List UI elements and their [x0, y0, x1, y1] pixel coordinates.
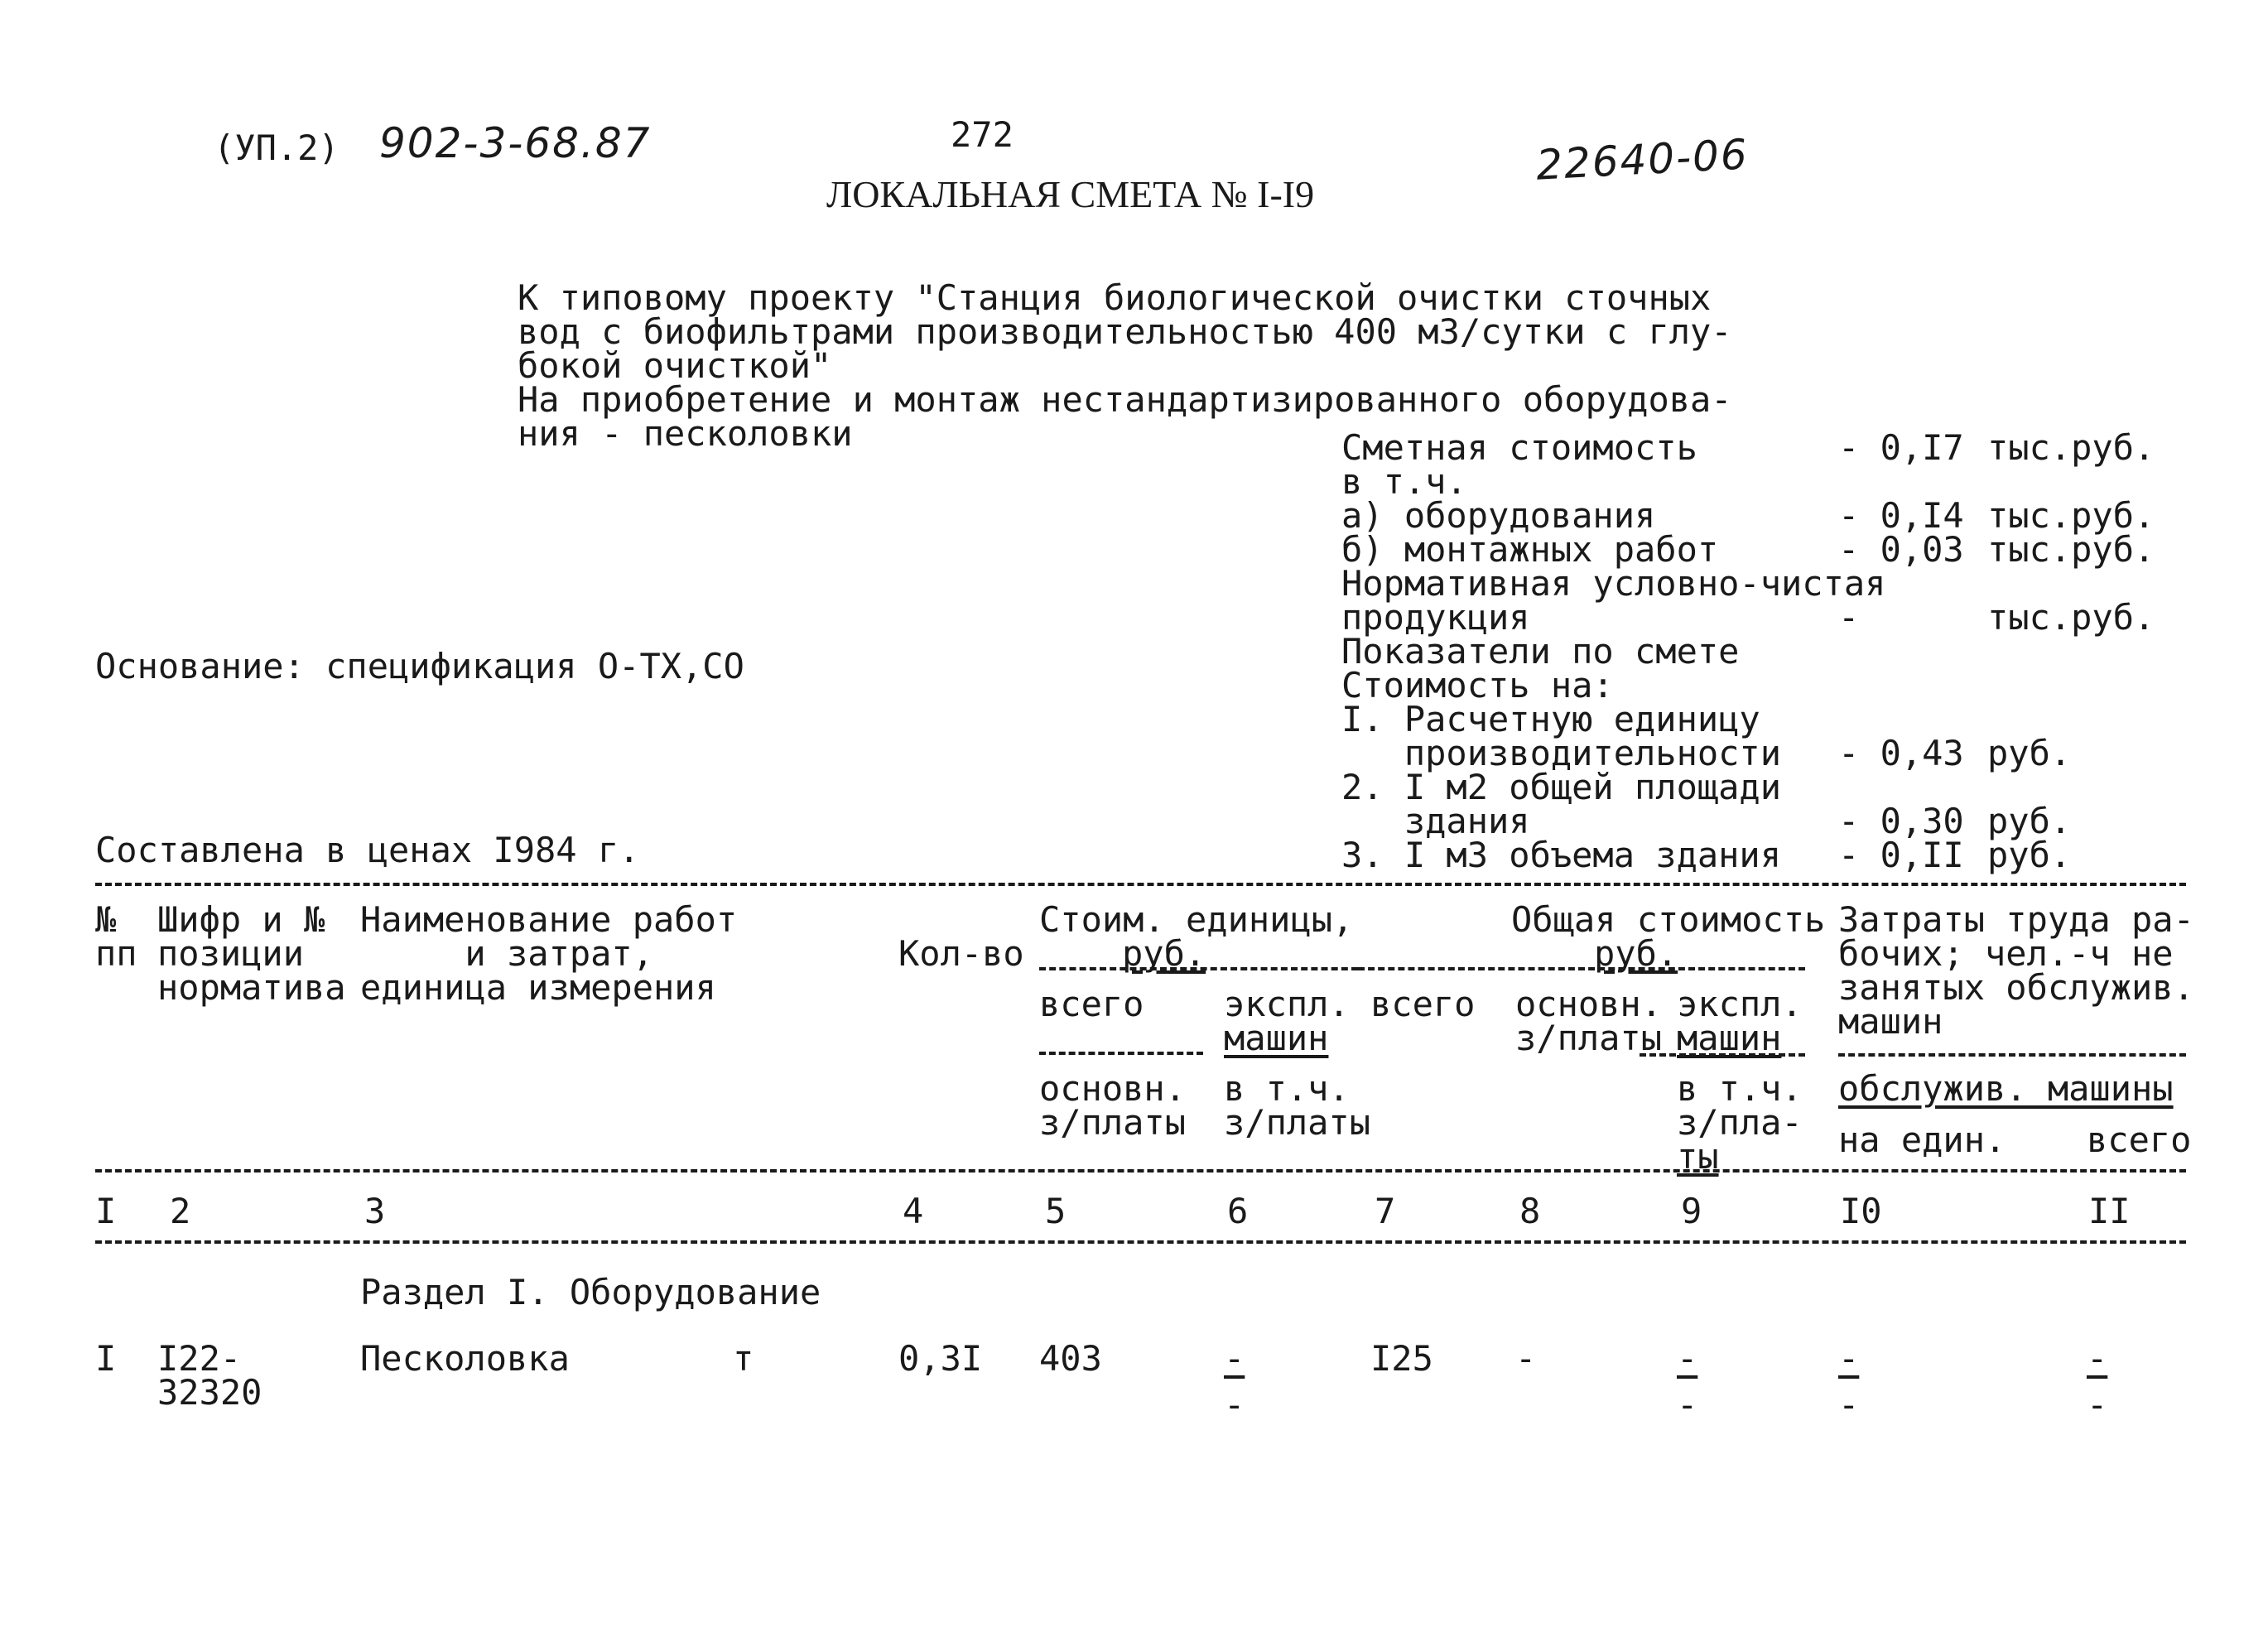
- summary-unit: тыс.руб.: [1987, 495, 2155, 536]
- cost-summary: [1341, 427, 2252, 878]
- sheet-ref: (УП.2): [214, 128, 339, 168]
- summary-row: [1341, 461, 2252, 502]
- summary-row: [1341, 597, 2252, 638]
- summary-label: Нормативная условно-чистая: [1341, 563, 1886, 604]
- page-number: 272: [951, 114, 1014, 155]
- column-number: 9: [1681, 1191, 1702, 1231]
- header-labor: Затраты труда ра- бочих; чел.-ч не занятых обслужив. машин: [1838, 899, 2194, 1042]
- summary-label: Стоимость на:: [1341, 665, 1614, 705]
- header-quantity: Кол-во: [898, 933, 1024, 974]
- row-c10: -: [1838, 1338, 1860, 1379]
- header-row-number: № пп: [95, 899, 137, 974]
- row-c10-sub: -: [1838, 1384, 1860, 1425]
- row-quantity: 0,3I: [898, 1338, 983, 1379]
- column-number: 4: [903, 1191, 924, 1231]
- summary-row: [1341, 835, 2252, 875]
- summary-unit: руб.: [1987, 801, 2072, 841]
- summary-row: [1341, 733, 2252, 773]
- summary-label: продукция: [1341, 597, 1530, 638]
- summary-value: - 0,I7: [1838, 427, 1964, 468]
- column-number: 7: [1375, 1191, 1396, 1231]
- summary-label: б) монтажных работ: [1341, 529, 1719, 570]
- summary-unit: тыс.руб.: [1987, 597, 2155, 638]
- header-total-cost-rub: руб.: [1594, 933, 1678, 974]
- description-line: бокой очисткой": [518, 345, 832, 386]
- total-cost-rule-left: [1358, 967, 1805, 970]
- header-code: Шифр и № позиции норматива: [157, 899, 346, 1008]
- summary-unit: руб.: [1987, 733, 2072, 773]
- summary-unit: руб.: [1987, 835, 2072, 875]
- row-code: I22- 32320: [157, 1338, 262, 1413]
- labor-sub-rule: [1838, 1053, 2186, 1057]
- description-line: вод с биофильтрами производительностью 400 м3/сутки с глу-: [518, 311, 1732, 352]
- column-number: 2: [170, 1191, 191, 1231]
- header-unit-cost: Стоим. единицы,: [1039, 899, 1354, 940]
- row-c5: 403: [1039, 1338, 1102, 1379]
- summary-value: - 0,03: [1838, 529, 1964, 570]
- header-c9-top: экспл.: [1677, 984, 1803, 1024]
- summary-row: [1341, 495, 2252, 536]
- description-line: ния - песколовки: [518, 413, 853, 454]
- summary-row: [1341, 699, 2252, 739]
- summary-row: [1341, 529, 2252, 570]
- summary-value: -: [1838, 597, 1860, 638]
- column-number: I0: [1840, 1191, 1882, 1231]
- summary-unit: тыс.руб.: [1987, 427, 2155, 468]
- header-c9-bottom2: ты: [1677, 1136, 1719, 1177]
- row-unit: т: [733, 1338, 754, 1379]
- project-code: 902-3-68.87: [379, 119, 652, 167]
- section-title: Раздел I. Оборудование: [360, 1272, 821, 1312]
- column-number: II: [2088, 1191, 2131, 1231]
- row-c9-sub: -: [1677, 1384, 1698, 1425]
- header-c7-top: всего: [1370, 984, 1476, 1024]
- row-name: Песколовка: [360, 1338, 570, 1379]
- row-c7: I25: [1370, 1338, 1433, 1379]
- summary-row: [1341, 665, 2252, 705]
- header-work-name: Наименование работ и затрат, единица измерения: [360, 899, 738, 1008]
- description-line: К типовому проекту "Станция биологической очистки сточных: [518, 277, 1712, 318]
- header-c9-top2: машин: [1677, 1018, 1782, 1058]
- summary-label: в т.ч.: [1341, 461, 1467, 502]
- header-labor-sub: обслужив. машины: [1838, 1068, 2174, 1109]
- c5-sub-rule: [1039, 1052, 1203, 1055]
- column-number: 3: [364, 1191, 386, 1231]
- description-line: На приобретение и монтаж нестандартизированного оборудова-: [518, 379, 1732, 420]
- summary-row: [1341, 631, 2252, 672]
- prices-year-text: Составлена в ценах I984 г.: [95, 830, 640, 870]
- project-description: [518, 247, 1732, 454]
- header-c5-top: всего: [1039, 984, 1144, 1024]
- summary-label: 2. I м2 общей площади: [1341, 767, 1782, 807]
- row-c8: -: [1515, 1338, 1537, 1379]
- header-c9-bottom: в т.ч. з/пла-: [1677, 1068, 1803, 1143]
- summary-value: - 0,30: [1838, 801, 1964, 841]
- summary-label: а) оборудования: [1341, 495, 1656, 536]
- document-number: 22640-06: [1534, 130, 1750, 190]
- column-number: 5: [1045, 1191, 1067, 1231]
- header-total-cost: Общая стоимость: [1511, 899, 1826, 940]
- row-number: I: [95, 1338, 117, 1379]
- table-top-rule: [95, 883, 2186, 886]
- summary-value: - 0,43: [1838, 733, 1964, 773]
- header-c6-top: экспл.: [1224, 984, 1350, 1024]
- summary-unit: тыс.руб.: [1987, 529, 2155, 570]
- row-c9: -: [1677, 1338, 1698, 1379]
- summary-label: 3. I м3 объема здания: [1341, 835, 1782, 875]
- header-unit-cost-rub: руб.: [1122, 933, 1206, 974]
- column-number: 6: [1227, 1191, 1249, 1231]
- basis-text: Основание: спецификация О-ТХ,СО: [95, 646, 744, 686]
- summary-row: [1341, 427, 2252, 468]
- row-c11: -: [2087, 1338, 2108, 1379]
- summary-label: здания: [1341, 801, 1530, 841]
- document-title: ЛОКАЛЬНАЯ СМЕТА № I-I9: [826, 173, 1315, 215]
- table-header-rule: [95, 1169, 2186, 1173]
- summary-label: производительности: [1341, 733, 1782, 773]
- row-c6-sub: -: [1224, 1384, 1245, 1425]
- header-c6-top2: машин: [1224, 1018, 1329, 1058]
- column-number: 8: [1519, 1191, 1541, 1231]
- summary-value: - 0,I4: [1838, 495, 1964, 536]
- row-c11-sub: -: [2087, 1384, 2108, 1425]
- summary-row: [1341, 563, 2252, 604]
- summary-label: Показатели по смете: [1341, 631, 1740, 672]
- row-c6: -: [1224, 1338, 1245, 1379]
- column-number: I: [95, 1191, 117, 1231]
- header-c6-bottom: в т.ч. з/платы: [1224, 1068, 1371, 1143]
- header-c11-bottom: всего: [2087, 1120, 2192, 1160]
- header-c5-bottom: основн. з/платы: [1039, 1068, 1187, 1143]
- column-numbers-rule: [95, 1240, 2186, 1244]
- header-c8-top: основн. з/платы: [1515, 984, 1663, 1058]
- summary-row: [1341, 767, 2252, 807]
- summary-row: [1341, 801, 2252, 841]
- header-c10-bottom: на един.: [1838, 1120, 2006, 1160]
- summary-value: - 0,II: [1838, 835, 1964, 875]
- summary-label: I. Расчетную единицу: [1341, 699, 1760, 739]
- summary-label: Сметная стоимость: [1341, 427, 1697, 468]
